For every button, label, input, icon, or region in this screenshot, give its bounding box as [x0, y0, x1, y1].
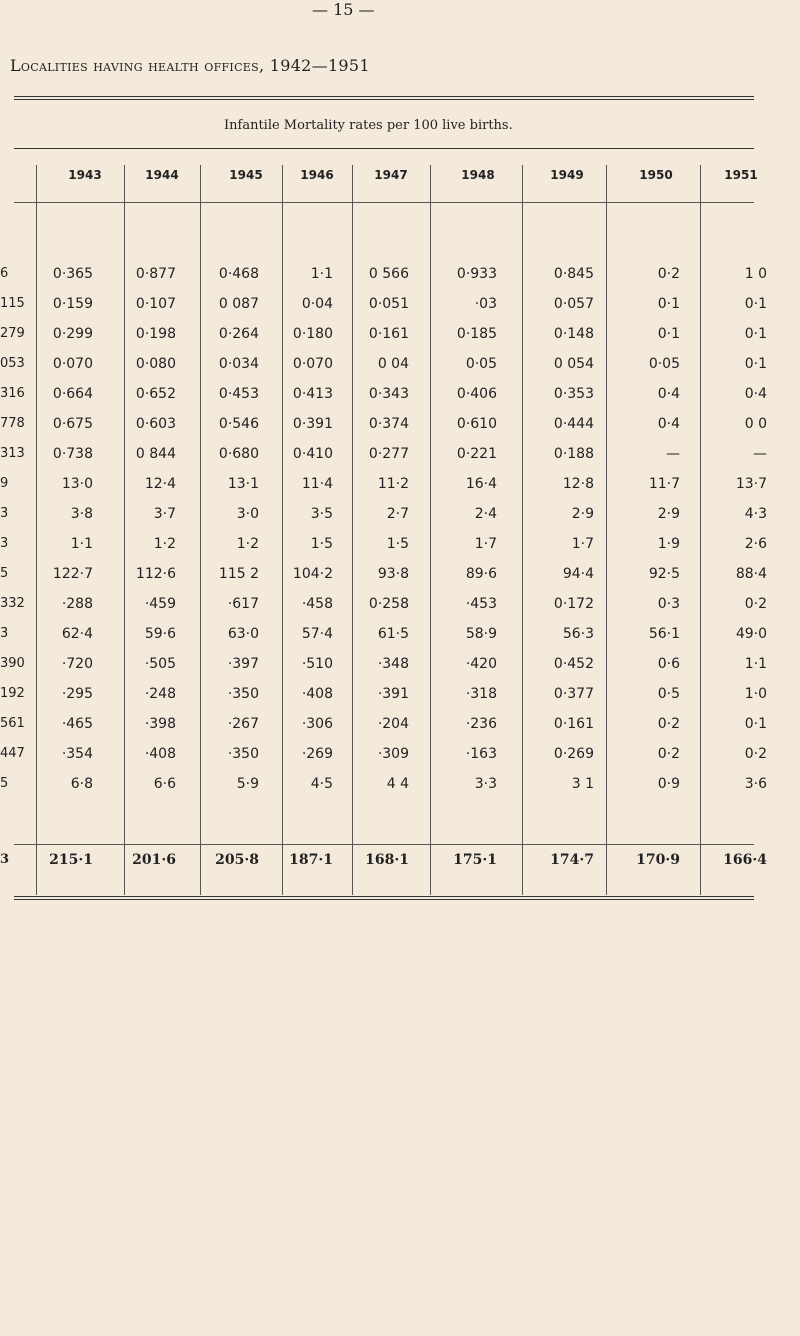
table-cell: ·350: [227, 746, 259, 762]
table-cell: 0·264: [218, 326, 259, 342]
row-label: 9: [0, 476, 9, 491]
table-cell: ·309: [377, 746, 409, 762]
row-label: 778: [0, 416, 25, 431]
table-cell: 16·4: [465, 476, 497, 492]
table-cell: 61·5: [377, 626, 409, 642]
table-cell: ·354: [61, 746, 93, 762]
table-cell: 0·933: [456, 266, 497, 282]
table-cell: ·408: [301, 686, 333, 702]
table-cell: 0·159: [52, 296, 93, 312]
table-cell: 0·2: [657, 716, 680, 732]
row-label: 561: [0, 716, 25, 731]
column-divider: [522, 165, 523, 895]
column-divider: [352, 165, 353, 895]
table-cell: 0·4: [657, 386, 680, 402]
table-cell: 56·1: [648, 626, 680, 642]
column-divider: [430, 165, 431, 895]
table-cell: 0·034: [218, 356, 259, 372]
table-cell: 0·2: [657, 266, 680, 282]
table-cell: 3·8: [70, 506, 93, 522]
table-cell: 3·5: [310, 506, 333, 522]
table-row: [0, 356, 800, 386]
table-cell: ·269: [301, 746, 333, 762]
table-cell: 0·4: [744, 386, 767, 402]
title-rule: [14, 96, 754, 100]
table-row: [0, 596, 800, 626]
table-row: [0, 326, 800, 356]
row-label: 192: [0, 686, 25, 701]
page-title: Localities having health offices, 1942—1951: [10, 56, 370, 75]
table-cell: ·03: [474, 296, 497, 312]
table-cell: 11·7: [648, 476, 680, 492]
table-cell: 4·5: [310, 776, 333, 792]
table-cell: 0·161: [553, 716, 594, 732]
table-cell: 115 2: [218, 566, 259, 582]
table-cell: 13·0: [61, 476, 93, 492]
table-cell: 6·6: [153, 776, 176, 792]
table-cell: 0·1: [657, 326, 680, 342]
table-cell: 0·258: [368, 596, 409, 612]
row-label: 313: [0, 446, 25, 461]
row-label: 053: [0, 356, 25, 371]
table-bottom-rule: [14, 896, 754, 900]
table-cell: 13·1: [227, 476, 259, 492]
table-cell: 0·299: [52, 326, 93, 342]
table-cell: 1·5: [386, 536, 409, 552]
row-label: 447: [0, 746, 25, 761]
table-cell: ·453: [465, 596, 497, 612]
table-cell: 122·7: [52, 566, 93, 582]
table-cell: 0·406: [456, 386, 497, 402]
table-cell: 93·8: [377, 566, 409, 582]
table-cell: 0 04: [377, 356, 409, 372]
table-cell: 0·4: [657, 416, 680, 432]
total-cell: 201·6: [132, 852, 176, 868]
table-cell: 0·277: [368, 446, 409, 462]
table-cell: 12·4: [144, 476, 176, 492]
table-cell: ·391: [377, 686, 409, 702]
table-cell: 0·080: [135, 356, 176, 372]
column-header-1949: 1949: [550, 168, 584, 182]
table-cell: 56·3: [562, 626, 594, 642]
table-cell: 0·453: [218, 386, 259, 402]
table-cell: 0·413: [292, 386, 333, 402]
table-cell: ·236: [465, 716, 497, 732]
row-label: 6: [0, 266, 9, 281]
table-row: [0, 566, 800, 596]
total-cell: 205·8: [215, 852, 259, 868]
table-cell: 63·0: [227, 626, 259, 642]
table-cell: ·163: [465, 746, 497, 762]
table-cell: 0·1: [744, 296, 767, 312]
table-cell: ·318: [465, 686, 497, 702]
table-cell: 0 054: [553, 356, 594, 372]
table-cell: 6·8: [70, 776, 93, 792]
table-cell: —: [666, 446, 680, 462]
column-divider: [124, 165, 125, 895]
column-header-1950: 1950: [639, 168, 673, 182]
column-header-1944: 1944: [145, 168, 179, 182]
table-cell: 0·180: [292, 326, 333, 342]
table-cell: 1·9: [657, 536, 680, 552]
table-cell: 0·3: [657, 596, 680, 612]
table-top-rule: [14, 148, 754, 149]
table-cell: 57·4: [301, 626, 333, 642]
table-cell: 0·444: [553, 416, 594, 432]
table-row: [0, 416, 800, 446]
table-cell: 3·6: [744, 776, 767, 792]
row-label: 3: [0, 626, 9, 641]
table-row: [0, 476, 800, 506]
table-cell: 112·6: [135, 566, 176, 582]
table-cell: 0·1: [744, 326, 767, 342]
table-cell: 4·3: [744, 506, 767, 522]
column-header-1943: 1943: [68, 168, 102, 182]
table-cell: ·295: [61, 686, 93, 702]
table-cell: 3 1: [571, 776, 594, 792]
total-separator: [14, 844, 754, 845]
table-cell: 0·1: [657, 296, 680, 312]
table-cell: ·458: [301, 596, 333, 612]
column-divider: [200, 165, 201, 895]
table-cell: 0·664: [52, 386, 93, 402]
table-cell: 3·7: [153, 506, 176, 522]
table-cell: 0·6: [657, 656, 680, 672]
table-cell: 0·652: [135, 386, 176, 402]
table-cell: 1·7: [571, 536, 594, 552]
table-cell: 0 0: [744, 416, 767, 432]
total-cell: 215·1: [49, 852, 93, 868]
table-cell: 49·0: [735, 626, 767, 642]
table-cell: 1·1: [744, 656, 767, 672]
table-cell: 0·172: [553, 596, 594, 612]
row-label: 3: [0, 536, 9, 551]
table-cell: ·267: [227, 716, 259, 732]
table-subtitle: Infantile Mortality rates per 100 live births.: [224, 118, 513, 133]
table-cell: 0·546: [218, 416, 259, 432]
table-cell: ·306: [301, 716, 333, 732]
table-cell: 2·9: [571, 506, 594, 522]
table-cell: 0·269: [553, 746, 594, 762]
table-cell: 0·221: [456, 446, 497, 462]
table-cell: 89·6: [465, 566, 497, 582]
table-cell: ·720: [61, 656, 93, 672]
table-cell: 0·107: [135, 296, 176, 312]
table-cell: 0·9: [657, 776, 680, 792]
table-cell: 0·148: [553, 326, 594, 342]
table-cell: 0·680: [218, 446, 259, 462]
table-row: [0, 386, 800, 416]
column-header-1945: 1945: [229, 168, 263, 182]
table-cell: 0 087: [218, 296, 259, 312]
table-row: [0, 746, 800, 776]
table-cell: 1·2: [153, 536, 176, 552]
table-cell: 1 0: [744, 266, 767, 282]
row-label: 390: [0, 656, 25, 671]
table-cell: 58·9: [465, 626, 497, 642]
table-cell: 0·2: [657, 746, 680, 762]
row-label: 3: [0, 506, 9, 521]
table-cell: 0·188: [553, 446, 594, 462]
table-cell: 0·410: [292, 446, 333, 462]
table-cell: 0·675: [52, 416, 93, 432]
column-divider: [36, 165, 37, 895]
total-cell: 187·1: [289, 852, 333, 868]
table-row: [0, 716, 800, 746]
total-label: 3: [0, 852, 10, 867]
table-cell: 0·738: [52, 446, 93, 462]
column-header-1951: 1951: [724, 168, 758, 182]
table-cell: 92·5: [648, 566, 680, 582]
table-cell: 0·468: [218, 266, 259, 282]
column-header-1947: 1947: [374, 168, 408, 182]
table-cell: 0·057: [553, 296, 594, 312]
table-cell: 0·5: [657, 686, 680, 702]
table-cell: 0·343: [368, 386, 409, 402]
table-cell: 1·1: [70, 536, 93, 552]
table-row: [0, 776, 800, 806]
table-cell: 0·070: [292, 356, 333, 372]
table-cell: 12·8: [562, 476, 594, 492]
total-cell: 168·1: [365, 852, 409, 868]
table-cell: 3·0: [236, 506, 259, 522]
table-cell: 1·0: [744, 686, 767, 702]
table-cell: 0·2: [744, 596, 767, 612]
table-cell: 0 844: [135, 446, 176, 462]
column-divider: [700, 165, 701, 895]
table-row: [0, 506, 800, 536]
table-cell: —: [753, 446, 767, 462]
total-row: [0, 852, 800, 882]
table-cell: 0·1: [744, 716, 767, 732]
table-cell: 88·4: [735, 566, 767, 582]
table-cell: 0·603: [135, 416, 176, 432]
table-cell: 0·05: [648, 356, 680, 372]
header-row: [0, 168, 800, 202]
table-cell: 0·374: [368, 416, 409, 432]
table-cell: 11·2: [377, 476, 409, 492]
table-cell: ·408: [144, 746, 176, 762]
table-cell: 0·070: [52, 356, 93, 372]
table-cell: ·459: [144, 596, 176, 612]
table-cell: 104·2: [292, 566, 333, 582]
total-cell: 174·7: [550, 852, 594, 868]
table-cell: 0·610: [456, 416, 497, 432]
table-row: [0, 536, 800, 566]
total-cell: 166·4: [723, 852, 767, 868]
column-header-1946: 1946: [300, 168, 334, 182]
table-cell: 62·4: [61, 626, 93, 642]
table-cell: ·617: [227, 596, 259, 612]
table-cell: 2·6: [744, 536, 767, 552]
total-cell: 170·9: [636, 852, 680, 868]
row-label: 5: [0, 776, 9, 791]
table-cell: 0·845: [553, 266, 594, 282]
table-cell: 0·161: [368, 326, 409, 342]
table-cell: 0·452: [553, 656, 594, 672]
table-cell: 1·2: [236, 536, 259, 552]
table-cell: 0·877: [135, 266, 176, 282]
column-divider: [282, 165, 283, 895]
table-cell: 0·2: [744, 746, 767, 762]
table-cell: ·505: [144, 656, 176, 672]
table-cell: 0·04: [301, 296, 333, 312]
table-cell: 0·051: [368, 296, 409, 312]
header-rule: [14, 202, 754, 203]
table-row: [0, 686, 800, 716]
table-cell: 2·9: [657, 506, 680, 522]
table-cell: 11·4: [301, 476, 333, 492]
table-cell: 0·377: [553, 686, 594, 702]
table-cell: ·397: [227, 656, 259, 672]
table-row: [0, 446, 800, 476]
table-cell: ·398: [144, 716, 176, 732]
table-cell: ·204: [377, 716, 409, 732]
table-cell: 1·1: [310, 266, 333, 282]
table-cell: 2·7: [386, 506, 409, 522]
table-cell: 0·185: [456, 326, 497, 342]
row-label: 332: [0, 596, 25, 611]
table-cell: 0·353: [553, 386, 594, 402]
row-label: 316: [0, 386, 25, 401]
table-cell: 1·5: [310, 536, 333, 552]
table-cell: 2·4: [474, 506, 497, 522]
table-cell: ·465: [61, 716, 93, 732]
table-cell: 13·7: [735, 476, 767, 492]
column-divider: [606, 165, 607, 895]
table-row: [0, 656, 800, 686]
table-cell: 59·6: [144, 626, 176, 642]
table-cell: 94·4: [562, 566, 594, 582]
page-number: — 15 —: [312, 0, 375, 19]
row-label: 115: [0, 296, 25, 311]
total-cell: 175·1: [453, 852, 497, 868]
table-cell: 1·7: [474, 536, 497, 552]
row-label: 5: [0, 566, 9, 581]
table-cell: ·288: [61, 596, 93, 612]
table-cell: 0·365: [52, 266, 93, 282]
table-cell: ·350: [227, 686, 259, 702]
table-cell: 0·198: [135, 326, 176, 342]
row-label: 279: [0, 326, 25, 341]
table-row: [0, 626, 800, 656]
table-cell: 5·9: [236, 776, 259, 792]
table-cell: ·348: [377, 656, 409, 672]
table-cell: 3·3: [474, 776, 497, 792]
table-row: [0, 296, 800, 326]
table-row: [0, 266, 800, 296]
table-cell: 0·391: [292, 416, 333, 432]
table-cell: 0·05: [465, 356, 497, 372]
table-cell: ·248: [144, 686, 176, 702]
table-cell: ·420: [465, 656, 497, 672]
table-cell: ·510: [301, 656, 333, 672]
table-cell: 0·1: [744, 356, 767, 372]
column-header-1948: 1948: [461, 168, 495, 182]
table-cell: 0 566: [368, 266, 409, 282]
table-cell: 4 4: [386, 776, 409, 792]
